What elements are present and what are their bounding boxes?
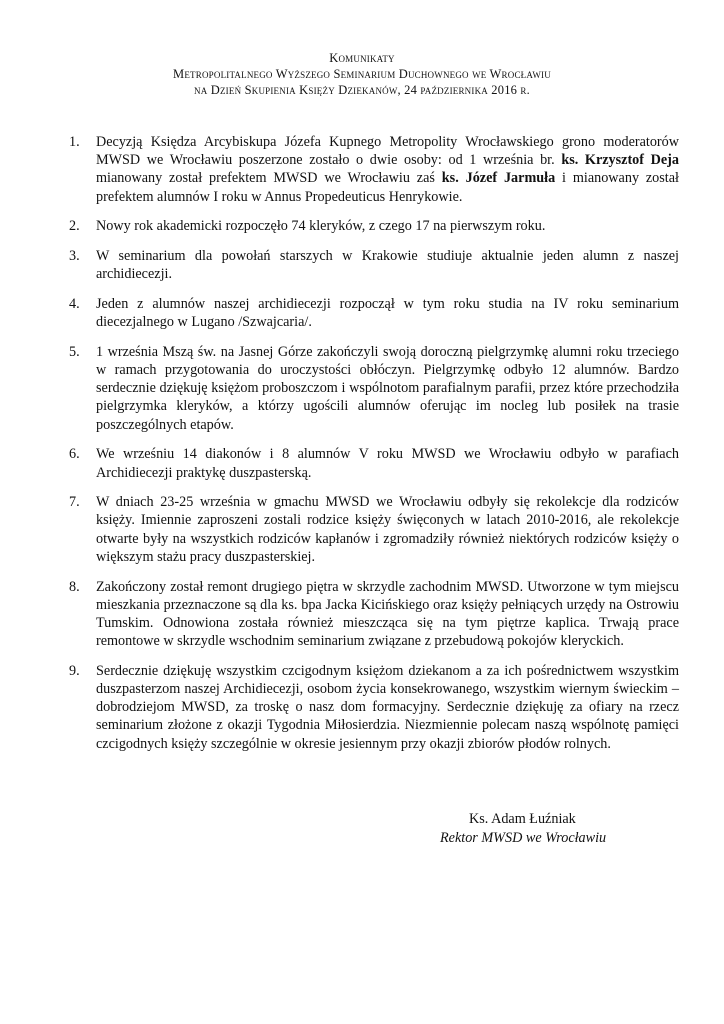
item-number: 2. bbox=[69, 218, 80, 235]
bold-name: ks. Krzysztof Deja bbox=[561, 152, 679, 169]
item-number: 5. bbox=[69, 343, 80, 360]
document-occasion: na Dzień Skupienia Księży Dziekanów, 24 października 2016 r. bbox=[194, 83, 530, 97]
item-text: We wrześniu 14 diakonów i 8 alumnów V roku MWSD we Wrocławiu odbyło w parafiach Archidiecezji praktykę duszpasterską. bbox=[96, 446, 679, 481]
item-number: 1. bbox=[69, 134, 80, 150]
item-number: 8. bbox=[69, 578, 80, 595]
signature-role: Rektor MWSD we Wrocławiu bbox=[440, 830, 607, 846]
item-number: 3. bbox=[69, 248, 80, 265]
list-item bbox=[69, 343, 679, 434]
list-item bbox=[69, 493, 679, 566]
item-number: 4. bbox=[69, 295, 80, 312]
signature-name: Ks. Adam Łuźniak bbox=[469, 811, 576, 827]
item-text: Jeden z alumnów naszej archidiecezji rozpoczął w tym roku studia na IV roku seminarium diecezjalnego w Lugano /Szwajcaria/. bbox=[96, 295, 679, 331]
announcement-list bbox=[69, 133, 679, 764]
list-item bbox=[69, 217, 679, 235]
item-text: Decyzją Księdza Arcybiskupa Józefa Kupnego Metropolity Wrocławskiego grono moderatorów MWSD we Wrocławiu poszerzone zostało o dwie osoby: od 1 września br. ks. Krzysztof Deja mianowany został prefektem MWSD we Wrocławiu zaś ks. Józef Jarmuła i mianowany został prefektem alumnów I roku w Annus Propedeuticus Henrykowie. bbox=[96, 134, 679, 205]
item-text: Zakończony został remont drugiego piętra w skrzydle zachodnim MWSD. Utworzone w tym miejscu mieszkania przeznaczone są dla ks. bpa Jacka Kicińskiego oraz księży pełniących urzędy na Ostrowiu Tumskim. Odnowiona została również mieszcząca się na tym piętrze kaplica. Trwają prace remontowe w skrzydle wschodnim seminarium związane z przebudową pokojów kleryckich. bbox=[96, 578, 679, 650]
item-text: W dniach 23-25 września w gmachu MWSD we Wrocławiu odbyły się rekolekcje dla rodziców księży. Imiennie zaproszeni zostali rodzice księży święconych w latach 2010-2016, ale rekolekcje otwarte były na wszystkich rodziców kapłanów i zgromadziły również niektórych rodziców księży o większym stażu pracy duszpasterskiej. bbox=[96, 494, 679, 565]
item-text: 1 września Mszą św. na Jasnej Górze zakończyli swoją doroczną pielgrzymkę alumni roku trzeciego w ramach przygotowania do uroczystości obłóczyn. Pielgrzymkę odbyło 12 alumnów. Bardzo serdecznie dziękuję księżom proboszczom i wspólnotom parafialnym parafii, przez które przechodziła pielgrzymka kleryków, a którzy ugościli alumnów oferując im nocleg lub posiłek na trasie poszczególnych etapów. bbox=[96, 343, 679, 433]
bold-name: ks. Józef Jarmuła bbox=[441, 170, 556, 187]
document-subtitle: Metropolitalnego Wyższego Seminarium Duchownego we Wrocławiu bbox=[173, 67, 551, 81]
list-item bbox=[69, 295, 679, 331]
list-item bbox=[69, 662, 679, 753]
item-text: Serdecznie dziękuję wszystkim czcigodnym księżom dziekanom a za ich pośrednictwem wszystkim duszpasterzom naszej Archidiecezji, osobom życia konsekrowanego, wszystkim wiernym świeckim – dobrodziejom MWSD, za troskę o nasz dom formacyjny. Serdecznie dziękuję za ofiary na rzecz seminarium złożone z okazji Tygodnia Miłosierdzia. Niezmiennie polecam naszą wspólnotę pamięci czcigodnych księży szczególnie w okresie jesiennym przy okazji zbiorów płodów rolnych. bbox=[96, 662, 679, 752]
item-number: 9. bbox=[69, 662, 80, 679]
list-item bbox=[69, 445, 679, 481]
list-item bbox=[69, 133, 679, 206]
item-number: 7. bbox=[69, 494, 80, 511]
item-number: 6. bbox=[69, 446, 80, 463]
list-item bbox=[69, 247, 679, 283]
item-text: Nowy rok akademicki rozpoczęło 74 kleryków, z czego 17 na pierwszym roku. bbox=[96, 218, 546, 235]
document-title: Komunikaty bbox=[329, 51, 395, 65]
item-text: W seminarium dla powołań starszych w Krakowie studiuje aktualnie jeden alumn z naszej archidiecezji. bbox=[96, 248, 679, 283]
list-item bbox=[69, 578, 679, 651]
